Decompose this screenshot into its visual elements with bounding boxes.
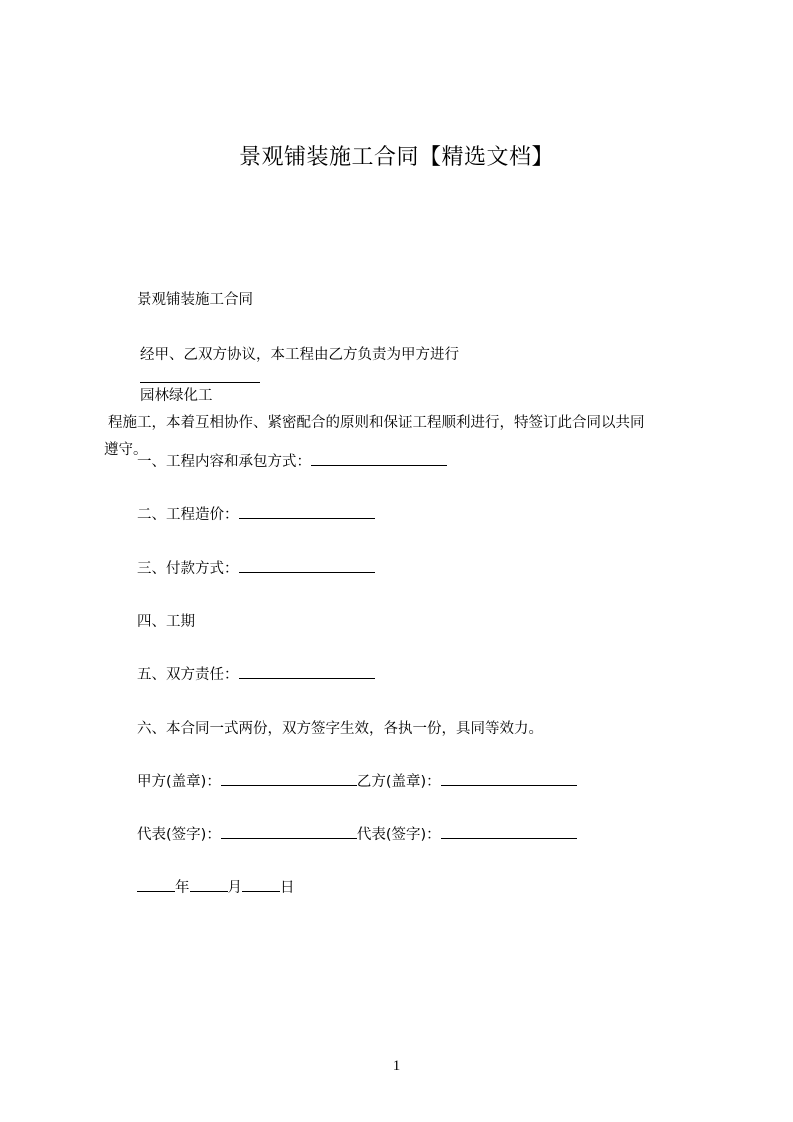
- day-label: 日: [280, 880, 295, 896]
- clause-payment-label: 三、付款方式：: [137, 561, 239, 577]
- month-label: 月: [227, 880, 242, 896]
- rep-a-sign-label: 代表(签字)：: [137, 827, 221, 843]
- clause-responsibility-label: 五、双方责任：: [137, 667, 239, 683]
- intro-text-a: 经甲、乙双方协议，本工程由乙方负责为甲方进行: [140, 347, 459, 363]
- clause-payment: [137, 559, 375, 579]
- party-a-seal-blank: [221, 772, 357, 786]
- rep-b-sign-label: 代表(签字)：: [356, 827, 441, 843]
- party-a-seal-label: 甲方(盖章)：: [137, 774, 221, 790]
- clause-price-label: 二、工程造价：: [137, 507, 239, 523]
- rep-b-sign-blank: [441, 825, 577, 839]
- clause-schedule: 四、工期: [137, 614, 195, 630]
- project-name-blank: [140, 369, 260, 383]
- clause-scope: [137, 452, 447, 472]
- intro-line-1: [104, 342, 700, 410]
- intro-line-3: 遵守。: [104, 442, 148, 458]
- year-blank: [137, 878, 175, 892]
- party-b-seal-label: 乙方(盖章)：: [356, 774, 441, 790]
- seal-row: [137, 772, 577, 792]
- clause-payment-blank: [239, 559, 375, 573]
- rep-a-sign-blank: [221, 825, 357, 839]
- intro-line-2: 程施工，本着互相协作、紧密配合的原则和保证工程顺利进行，特签订此合同以共同: [108, 415, 645, 431]
- contract-subtitle: 景观铺装施工合同: [137, 292, 253, 308]
- clause-scope-blank: [311, 452, 447, 466]
- document-title: 景观铺装施工合同【精选文档】: [238, 145, 554, 170]
- year-label: 年: [175, 880, 190, 896]
- date-row: [137, 878, 295, 898]
- clause-responsibility: [137, 665, 375, 685]
- signature-row: [137, 825, 577, 845]
- party-b-seal-blank: [441, 772, 577, 786]
- month-blank: [190, 878, 228, 892]
- page-number: 1: [392, 1058, 401, 1074]
- clause-price: [137, 505, 375, 525]
- intro-paragraph: [104, 342, 700, 464]
- intro-text-b: 园林绿化工: [140, 388, 213, 404]
- day-blank: [242, 878, 280, 892]
- clause-copies: 六、本合同一式两份，双方签字生效，各执一份，具同等效力。: [137, 721, 543, 737]
- clause-price-blank: [239, 505, 375, 519]
- clause-responsibility-blank: [239, 665, 375, 679]
- clause-scope-label: 一、工程内容和承包方式：: [137, 454, 311, 470]
